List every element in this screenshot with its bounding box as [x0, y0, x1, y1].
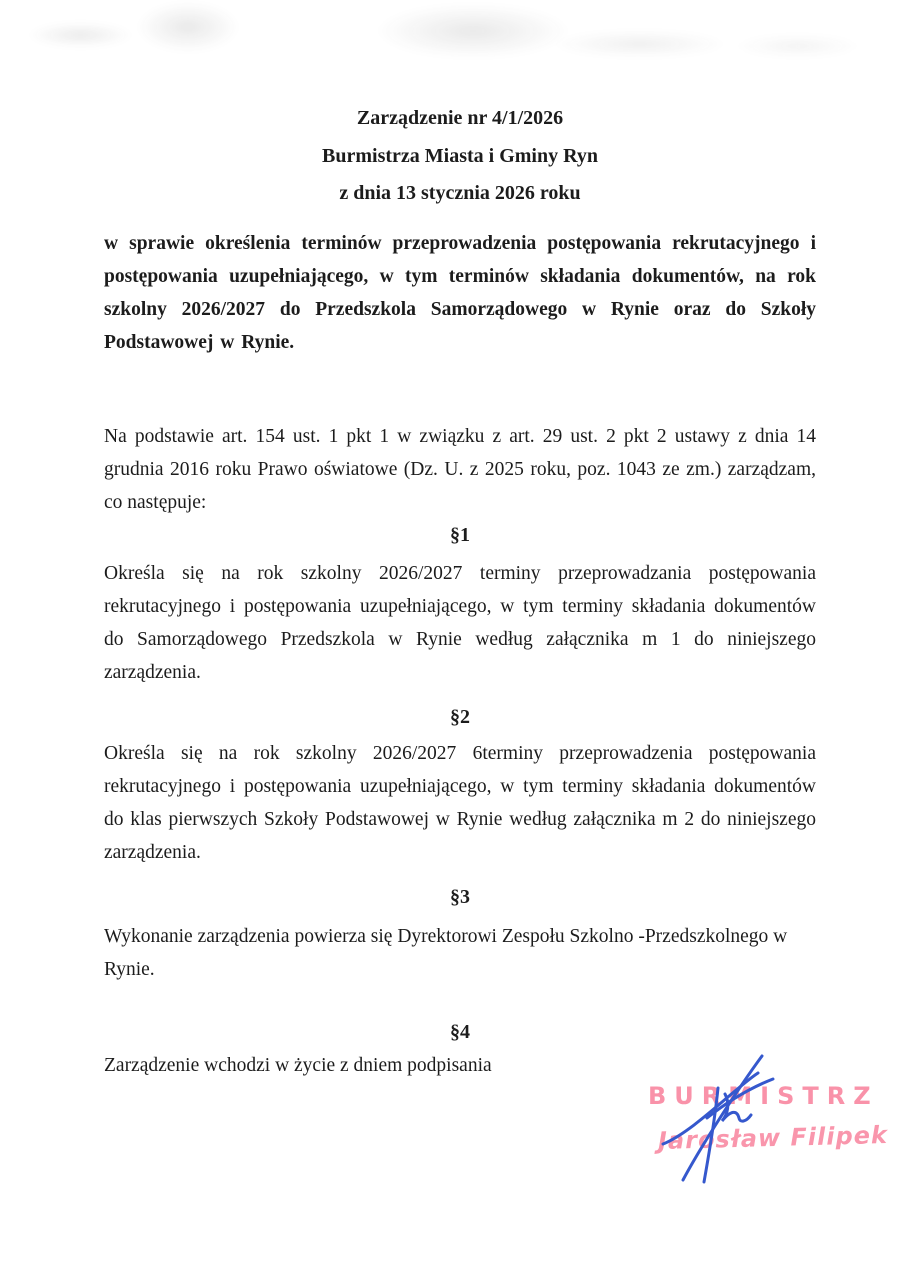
section-4-body: Zarządzenie wchodzi w życie z dniem podpisania: [104, 1054, 492, 1076]
section-3-body: Wykonanie zarządzenia powierza się Dyrektorowi Zespołu Szkolno -Przedszkolnego w Rynie.: [104, 925, 788, 980]
scan-artifact: [138, 2, 238, 52]
scan-artifact: [552, 30, 727, 58]
title-line-ordinance-number: Zarządzenie nr 4/1/2026: [356, 107, 564, 129]
section-1-heading: §1: [450, 523, 470, 546]
stamp-mayor-name: Jarosław Filipek: [657, 1120, 889, 1156]
section-2-body: Określa się na rok szkolny 2026/2027 6terminy przeprowadzenia postępowania rekrutacyjnego i postępowania uzupełniającego, w tym terminy składania dokumentów do klas pierwszych Szkoły Podstawowej w Rynie według załącznika m 2 do niniejszego zarządzenia.: [104, 742, 816, 863]
signature-icon: [655, 1046, 790, 1186]
document-body: [104, 100, 816, 1082]
subject-paragraph: w sprawie określenia terminów przeprowadzenia postępowania rekrutacyjnego i postępowania uzupełniającego, w tym terminów składania dokumentów, na rok szkolny 2026/2027 do Przedszkola Samorządowego w Rynie oraz do Szkoły Podstawowej w Rynie.: [104, 232, 816, 353]
scan-artifact: [378, 4, 568, 58]
document-title: [104, 100, 816, 213]
section-4-heading: §4: [450, 1020, 470, 1043]
stamp-burmistrz-text: BURMISTRZ: [648, 1082, 879, 1110]
legal-basis-paragraph: Na podstawie art. 154 ust. 1 pkt 1 w związku z art. 29 ust. 2 pkt 2 ustawy z dnia 14 grudnia 2016 roku Prawo oświatowe (Dz. U. z 2025 roku, poz. 1043 ze zm.) zarządzam, co następuje:: [104, 425, 816, 513]
section-2-heading: §2: [450, 705, 470, 728]
title-line-issuer: Burmistrza Miasta i Gminy Ryn: [322, 144, 598, 167]
scan-artifact: [735, 34, 860, 58]
title-line-date: z dnia 13 stycznia 2026 roku: [339, 182, 581, 204]
section-1-body: Określa się na rok szkolny 2026/2027 terminy przeprowadzania postępowania rekrutacyjnego i postępowania uzupełniającego, w tym terminy składania dokumentów do Samorządowego Przedszkola w Rynie według załącznika m 1 do niniejszego zarządzenia.: [104, 562, 816, 683]
scan-artifact: [28, 22, 133, 48]
section-3-heading: §3: [450, 885, 470, 908]
